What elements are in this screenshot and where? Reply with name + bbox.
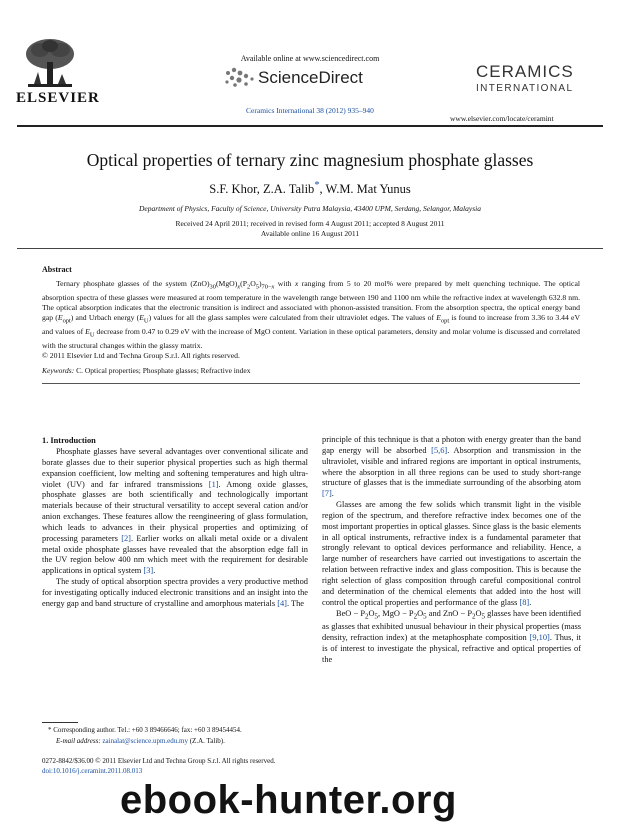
abstract-body — [42, 279, 580, 362]
right-column — [322, 435, 581, 665]
authors-part2: , W.M. Mat Yunus — [319, 182, 411, 197]
article-title: Optical properties of ternary zinc magnesium phosphate glasses — [86, 150, 534, 170]
article-authors — [0, 180, 620, 197]
doi-link[interactable]: doi:10.1016/j.ceramint.2011.08.013 — [42, 767, 143, 775]
available-online-date: Available online 16 August 2011 — [260, 229, 360, 238]
abstract-heading: Abstract — [42, 265, 72, 274]
affiliation: Department of Physics, Faculty of Science, University Putra Malaysia, 43400 UPM, Serdang, Selangor, Malaysia — [139, 204, 481, 213]
available-online-text: Available online at www.sciencedirect.com — [240, 54, 380, 63]
elsevier-publisher-logo: ELSEVIER — [16, 90, 100, 106]
paragraph: The study of optical absorption spectra provides a very productive method for investigating optically induced electronic transitions and an insight into the energy gap and band structure of crystalline and amorphous materials [4]. The — [42, 577, 308, 608]
email-label: E-mail address: — [56, 737, 103, 745]
email-suffix: (Z.A. Talib). — [187, 737, 225, 745]
authors-part1: S.F. Khor, Z.A. Talib — [209, 182, 315, 197]
email-footnote — [56, 737, 225, 745]
journal-reference[interactable]: Ceramics International 38 (2012) 935–940 — [246, 106, 374, 115]
paragraph: BeO − $P_2O_5$, MgO − $P_2O_5$ and ZnO − $P_2O_5$ glasses have been identified as glasses that exhibited unusual behaviour in their physical properties (mass density, refraction index) at the metaphosphate composition [9,10]. Thus, it is of interest to investigate the physical, refractive and optical properties of the — [322, 608, 581, 664]
article-dates: Received 24 April 2011; received in revised form 4 August 2011; accepted 8 August 2011 — [175, 219, 445, 228]
corresponding-author-footnote: * Corresponding author. Tel.: +60 3 89466646; fax: +60 3 89454454. — [48, 726, 242, 734]
header-divider — [17, 125, 603, 127]
abstract-divider — [42, 383, 580, 384]
elsevier-tree-logo — [22, 36, 78, 90]
paragraph: Glasses are among the few solids which transmit light in the visible region of the spectrum, and therefore refractive index becomes one of the most important properties in optical glasses. Since glass is the basic elements in all optical instruments, refractive index is a fundamental parameter that strongly relevant to optical devices performance and reliability. Hence, a large number of researchers have carried out investigations to ascertain the relation between refractive index and glass composition. This is because the right selection of glass composition through careful compositional control and determination of the chemical elements that added into the host will control the optical properties and performance of the glass [8]. — [322, 500, 581, 607]
watermark: ebook-hunter.org — [120, 778, 457, 822]
abstract-paragraph: Ternary phosphate glasses of the system $(ZnO)_{30}(MgO)_x(P_2O_5)_{70-x}$ with x ranging from 5 to 20 mol% were prepared by melt quenching technique. The optical absorption spectra of these glasses were measured at room temperature in the wavelength range between 190 and 1100 nm while the refractive index at wavelength 632.8 nm. The optical absorption indicates that the electronic transition is indirect and associated with phonon-assisted transition. From the absorption spectra, the optical energy band gap $(E_{opt})$ and Urbach energy $(E_U)$ values for all the glass samples were calculated from their ultraviolet edges. The values of $E_{opt}$ is found to increase from 3.36 to 3.44 eV and values of $E_U$ decrease from 0.47 to 0.29 eV with the increase of MgO content. Variation in these optical parameters, density and molar volume is discussed and correlated with the structural changes within the glassy matrix. — [42, 279, 580, 351]
corresponding-author-marker[interactable]: * — [314, 180, 320, 191]
section-heading-introduction: 1. Introduction — [42, 436, 96, 445]
email-link[interactable]: zainalat@science.upm.edu.my — [102, 737, 188, 745]
abstract-copyright: © 2011 Elsevier Ltd and Techna Group S.r.l. All rights reserved. — [42, 351, 240, 361]
footnote-divider — [42, 722, 78, 723]
sciencedirect-logo-text: ScienceDirect — [258, 68, 363, 87]
issn-copyright: 0272-8842/$36.00 © 2011 Elsevier Ltd and Techna Group S.r.l. All rights reserved. — [42, 757, 276, 765]
keywords — [42, 366, 250, 375]
journal-logo-line2: INTERNATIONAL — [476, 83, 574, 94]
journal-url[interactable]: www.elsevier.com/locate/ceramint — [450, 114, 554, 123]
keywords-list: C. Optical properties; Phosphate glasses; Refractive index — [74, 366, 251, 375]
title-divider — [17, 248, 603, 249]
left-column — [42, 447, 308, 610]
keywords-label: Keywords: — [42, 366, 75, 375]
journal-logo-line1: CERAMICS — [476, 62, 574, 81]
paragraph: principle of this technique is that a photon with energy greater than the band gap energy will be absorbed [5,6]. Absorption and transmission in the ultraviolet, visible and infrared regions are important in optical instruments, where the absorption in all three regions can be used to study short-range structure of glasses that is the immediate surrounding of the absorbing atom [7]. — [322, 435, 581, 499]
paragraph: Phosphate glasses have several advantages over conventional silicate and borate glasses due to their superior physical properties such as high thermal expansion coefficient, low melting and softening temperatures and high ultra-violet (UV) and far infrared transmissions [1]. Among oxide glasses, phosphate glasses are both scientifically and technologically important materials because of their structural versatility to accept several cation and/or anion exchanges. These features allow the reengineering of glass formulation, which leads to advances in their physical properties and optimizing of processing parameters [2]. Earlier works on alkali metal oxide or a divalent metal oxide phosphate glasses have revealed that the absorption edge fall in the UV region below 400 nm which meet with the requirement for desirable applications in optical system [3]. — [42, 447, 308, 576]
